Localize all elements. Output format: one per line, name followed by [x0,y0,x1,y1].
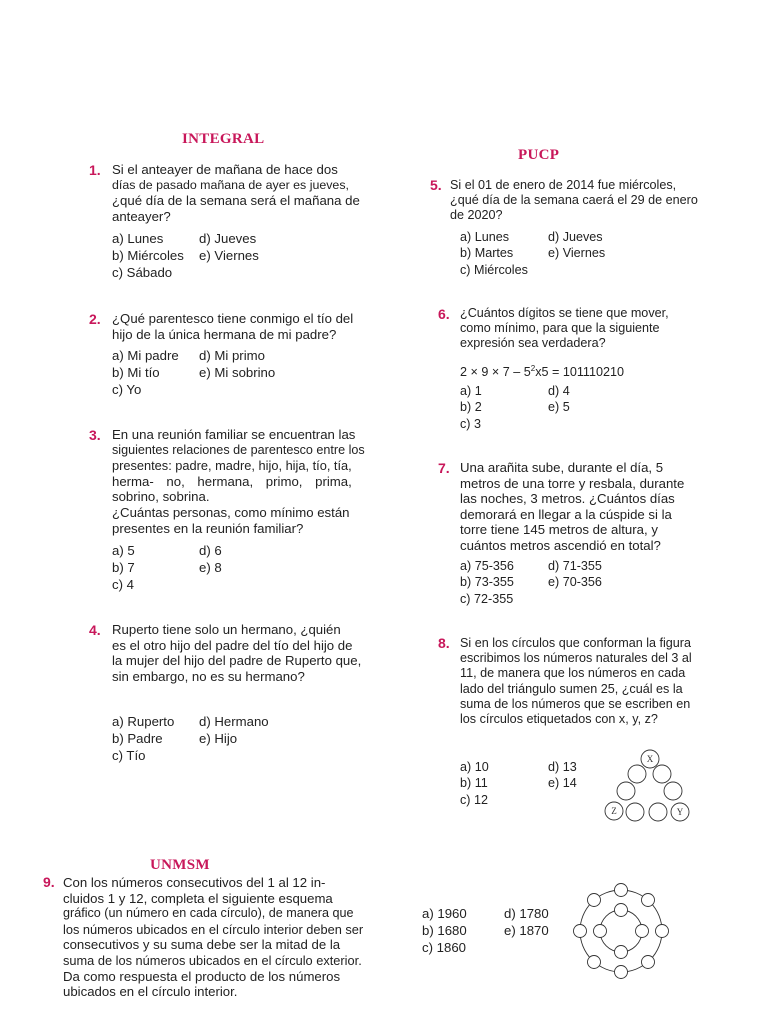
option-b: b) 11 [460,776,488,791]
text-line: ¿Cuántos dígitos se tiene que mover, [460,306,669,320]
question-number-1: 1. [89,162,101,178]
question-number-5: 5. [430,177,442,193]
question-2-text [112,311,366,342]
option-a: a) 5 [112,543,135,558]
question-3-text [112,427,366,536]
question-7-text [460,460,696,554]
question-number-7: 7. [438,460,450,476]
text-line: de 2020? [450,208,503,223]
question-6-expression [460,361,624,380]
option-a: a) 75-356 [460,559,514,573]
option-d: d) 13 [548,760,577,774]
question-number-8: 8. [438,635,450,651]
option-c: c) 3 [460,416,481,431]
question-6-text [460,306,696,352]
text-line: suma de los números ubicados en el círculo exterior. [63,952,362,968]
outer-circle [615,966,628,979]
figure-label-x: X [646,754,654,764]
circle [628,765,646,783]
circle [649,803,667,821]
option-e: e) Mi sobrino [199,365,276,380]
text-line: suma de los números que se escriben en [460,696,691,711]
text-line: lado del triángulo sumen 25, ¿cuál es la [460,681,683,696]
text-line: escribimos los números naturales del 3 al [460,651,692,666]
text-line: gráfico (un número en cada círculo), de manera que [63,906,354,921]
text-line: la mujer del hijo del padre de Ruperto que, [112,653,362,669]
text-line: torre tiene 145 metros de altura, y [460,522,658,538]
text-line: anteayer? [112,208,171,224]
text-line: Da como respuesta el producto de los números [63,968,341,984]
text-line: los números ubicados en el círculo interior deben ser [63,921,364,937]
text-line: consecutivos y su suma debe ser la mitad de la [63,937,341,953]
option-e: e) Hijo [199,731,238,746]
text-line: Si el anteayer de mañana de hace dos [112,162,338,177]
text-line: sobrino, sobrina. [112,489,210,505]
option-b: b) Miércoles [112,248,184,263]
option-e: e) Viernes [199,248,259,263]
text-line: ¿qué día de la semana será el mañana de [112,193,360,209]
option-c: c) Yo [112,382,142,397]
question-7-options [460,558,602,607]
option-d: d) 1780 [504,906,549,921]
option-a: a) Ruperto [112,714,175,729]
text-line: metros de una torre y resbala, durante [460,475,685,491]
option-a: a) Lunes [112,231,164,246]
question-3-options [112,542,222,593]
concentric-circles-figure [568,880,678,984]
option-d: d) Jueves [199,231,257,246]
section-title-integral: INTEGRAL [182,131,265,147]
text-line: es el otro hijo del padre del tío del hijo de [112,637,353,653]
question-number-2: 2. [89,311,101,327]
text-line: ¿qué día de la semana caerá el 29 de enero [450,193,698,208]
inner-circle [615,904,628,917]
question-8-options [460,759,577,808]
option-c: c) 72-355 [460,591,514,606]
outer-circle [588,956,601,969]
text-line: Ruperto tiene solo un hermano, ¿quién [112,622,341,637]
inner-circle [615,946,628,959]
text-line: sin embargo, no es su hermano? [112,668,305,684]
option-b: b) 7 [112,560,135,575]
outer-circle [642,894,655,907]
text-line: ¿Qué parentesco tiene conmigo el tío del [112,311,354,326]
outer-circle [588,894,601,907]
option-b: b) Mi tío [112,365,160,380]
text-line: demorará en llegar a la cúspide si la [460,506,672,522]
question-4-text [112,622,366,684]
question-6-options [460,383,570,432]
option-d: d) 4 [548,384,570,398]
option-d: d) Jueves [548,230,603,244]
text-line: días de pasado mañana de ayer es jueves, [112,177,349,192]
text-line: Si el 01 de enero de 2014 fue miércoles, [450,178,677,192]
option-b: b) 1680 [422,923,467,938]
text-line: presentes en la reunión familiar? [112,520,304,536]
outer-circle [642,956,655,969]
option-b: b) 73-355 [460,575,514,590]
option-d: d) 6 [199,543,222,558]
outer-circle [574,925,587,938]
text-line: como mínimo, para que la siguiente [460,321,660,336]
option-c: c) Miércoles [460,262,528,277]
circle [617,782,635,800]
option-c: c) Sábado [112,265,173,280]
question-1-text [112,162,366,224]
outer-circle [615,884,628,897]
question-9-text [63,875,366,1000]
option-c: c) 12 [460,792,488,807]
text-line: herma- no, hermana, primo, prima, [112,473,352,489]
question-5-text [450,178,698,224]
option-d: d) 71-355 [548,559,602,573]
text-line: cuántos metros ascendió en total? [460,537,661,553]
section-title-unmsm: UNMSM [150,857,210,873]
text-line: Una arañita sube, durante el día, 5 [460,460,664,475]
question-4-options [112,713,269,764]
option-b: b) 2 [460,400,482,415]
option-d: d) Hermano [199,714,269,729]
text-line: En una reunión familiar se encuentran las [112,427,356,442]
question-number-4: 4. [89,622,101,638]
option-e: e) 5 [548,400,570,415]
question-number-3: 3. [89,427,101,443]
option-c: c) Tío [112,748,146,763]
text-line: ¿Cuántas personas, como mínimo están [112,504,350,520]
inner-circle [594,925,607,938]
text-line: las noches, 3 metros. ¿Cuántos días [460,491,675,507]
option-a: a) 1960 [422,906,467,921]
option-b: b) Martes [460,246,514,261]
option-e: e) Viernes [548,246,606,261]
triangle-circles-figure [600,748,700,828]
text-line: hijo de la única hermana de mi padre? [112,326,337,342]
option-b: b) Padre [112,731,163,746]
inner-circle [636,925,649,938]
circle [653,765,671,783]
outer-circle [656,925,669,938]
option-d: d) Mi primo [199,348,265,363]
question-8-text [460,636,696,727]
text-line: los círculos etiquetados con x, y, z? [460,712,658,727]
text-line: siguientes relaciones de parentesco entre los [112,442,365,457]
option-e: e) 8 [199,560,222,575]
text-line: presentes: padre, madre, hijo, hija, tío, tía, [112,458,352,474]
figure-label-y: Y [676,807,684,817]
expression-part: 2 × 9 × 7 – 5 [460,365,531,380]
expression-exponent: 2 [530,364,536,373]
section-title-pucp: PUCP [518,147,560,163]
option-e: e) 70-356 [548,575,602,590]
figure-label-z: Z [611,806,617,816]
option-a: a) Mi padre [112,348,179,363]
option-a: a) 10 [460,760,489,774]
option-e: e) 1870 [504,923,549,938]
question-9-options [422,905,549,956]
text-line: cluidos 1 y 12, completa el siguiente esquema [63,890,333,906]
question-5-options [460,229,605,278]
question-number-6: 6. [438,306,450,322]
option-c: c) 1860 [422,940,466,955]
question-2-options [112,347,275,398]
option-a: a) 1 [460,384,482,398]
text-line: Si en los círculos que conforman la figura [460,636,692,650]
question-number-9: 9. [43,874,55,890]
text-line: expresión sea verdadera? [460,336,606,351]
question-1-options [112,230,259,281]
text-line: 11, de manera que los números en cada [460,666,686,681]
option-c: c) 4 [112,577,134,592]
text-line: Con los números consecutivos del 1 al 12 in- [63,875,326,890]
circle [664,782,682,800]
expression-part: x5 = 101110210 [535,365,625,380]
circle [626,803,644,821]
option-a: a) Lunes [460,230,510,244]
option-e: e) 14 [548,776,577,791]
text-line: ubicados en el círculo interior. [63,984,238,1000]
